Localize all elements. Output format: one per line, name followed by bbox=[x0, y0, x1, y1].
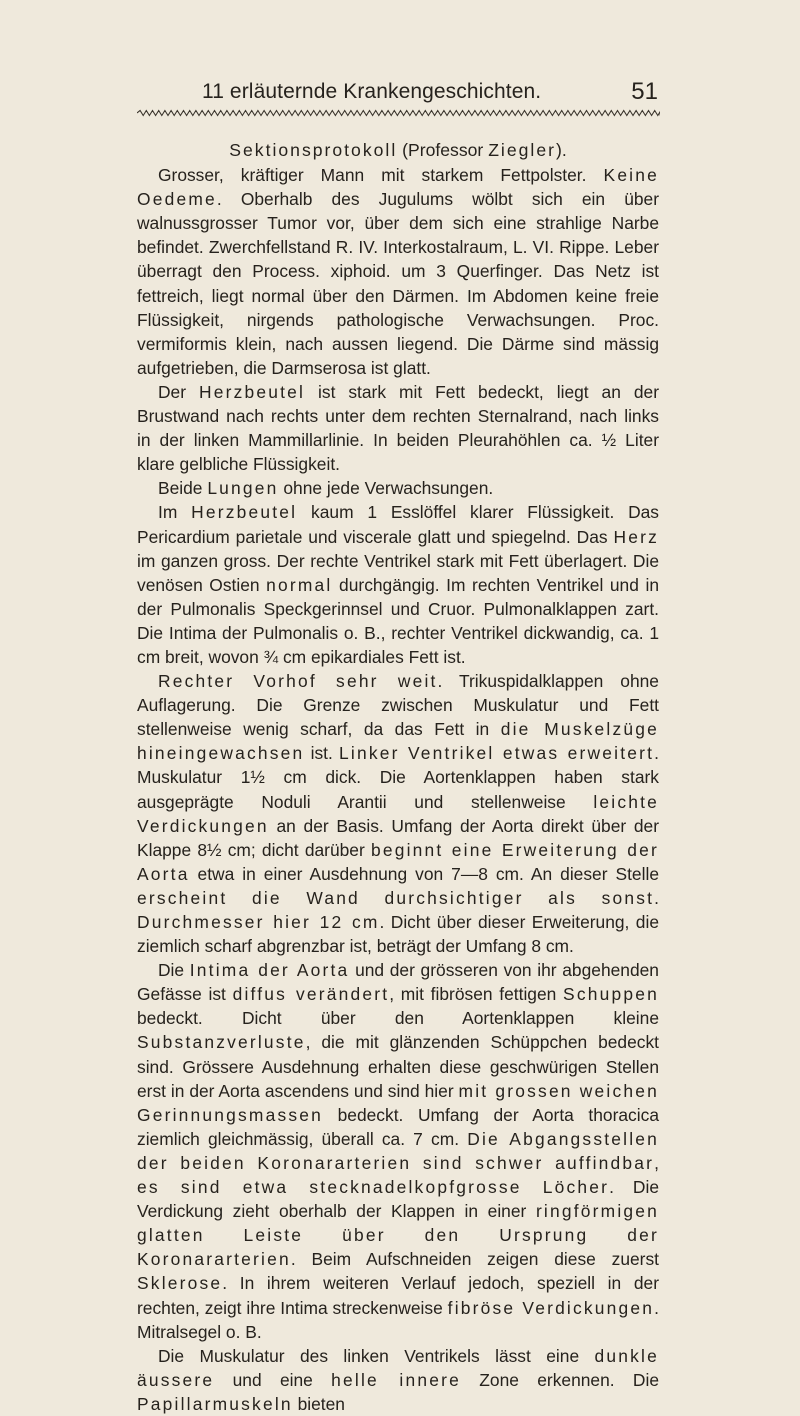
paragraph-p4 bbox=[137, 500, 659, 669]
text-run: . Mitralsegel o. B. bbox=[137, 1297, 659, 1342]
spaced-emphasis: Linker Ventrikel etwas erweitert bbox=[339, 743, 655, 764]
text-run: Beide bbox=[158, 478, 208, 499]
spaced-emphasis: Intima der Aorta bbox=[189, 960, 350, 981]
text-run: . Beim Aufschneiden zeigen diese zuerst bbox=[290, 1249, 659, 1270]
text-run: Der bbox=[158, 381, 199, 402]
text-run: cm epikardiales Fett ist. bbox=[278, 646, 466, 667]
paragraph-container bbox=[137, 163, 659, 1416]
text-run: . Dicht über dieser Erweiterung, die ziemlich scharf abgrenzbar ist, beträgt der Umfang 8 cm. bbox=[137, 912, 659, 957]
page-header bbox=[138, 80, 658, 110]
text-run: bedeckt. Umfang der Aorta thoracica ziemlich gleichmässig, überall ca. 7 cm. bbox=[137, 1104, 659, 1149]
protocol-text bbox=[137, 138, 659, 1416]
text-run: Die Muskulatur des linken Ventrikels lässt eine bbox=[158, 1345, 595, 1366]
spaced-emphasis: Rechter Vorhof sehr weit bbox=[158, 671, 438, 692]
page-number: 51 bbox=[631, 78, 658, 105]
spaced-emphasis: dunkle äussere bbox=[137, 1345, 659, 1390]
spaced-emphasis: Substanzverluste bbox=[137, 1032, 306, 1053]
text-run: Im bbox=[158, 502, 192, 523]
paragraph-p5 bbox=[137, 669, 659, 958]
spaced-emphasis: helle innere bbox=[331, 1369, 461, 1390]
running-title: 11 erläuternde Krankengeschichten. bbox=[202, 80, 542, 103]
spaced-emphasis: leichte Verdickungen bbox=[137, 791, 659, 836]
text-run: und eine bbox=[214, 1369, 332, 1390]
spaced-emphasis: normal bbox=[266, 574, 333, 595]
text-run: durchgängig. Im rechten Ventrikel und in der Pulmonalis Speckgerinnsel und Cruor. Pulmonalklappen zart. Die Intima der Pulmonalis o. B., rechter Ventrikel dickwandig, ca. 1 cm breit, wovon bbox=[137, 574, 659, 667]
spaced-emphasis: Keine Oedeme bbox=[137, 165, 659, 210]
text-run: Zone erkennen. Die bbox=[460, 1369, 659, 1390]
heading-professor: (Professor bbox=[402, 140, 484, 160]
spaced-emphasis: Durchmesser hier 12 cm bbox=[137, 912, 380, 932]
spaced-emphasis: es sind etwa stecknadelkopfgrosse Löcher bbox=[137, 1177, 610, 1198]
text-run: bieten bbox=[292, 1393, 345, 1414]
text-run: . Muskulatur 1½ cm dick. Die Aortenklappen haben stark ausgeprägte Noduli Arantii und stellenweise bbox=[137, 743, 660, 812]
spaced-emphasis: Herzbeutel bbox=[191, 502, 298, 523]
spaced-emphasis: erscheint die Wand durchsichtiger als sonst bbox=[137, 887, 655, 908]
text-run: Liter klare gelbliche Flüssigkeit. bbox=[137, 430, 659, 475]
heading-name: Ziegler bbox=[488, 140, 556, 160]
text-run: . Die Verdickung zieht oberhalb der Klappen in einer bbox=[137, 1177, 660, 1222]
text-run: kaum 1 Esslöffel klarer Flüssigkeit. Das Pericardium parietale und viscerale glatt und spiegelnd. Das bbox=[137, 502, 659, 547]
heading-end: ). bbox=[555, 140, 567, 160]
paragraph-p3 bbox=[137, 476, 659, 500]
paragraph-p1 bbox=[137, 163, 659, 380]
spaced-emphasis: fibröse Verdickungen bbox=[447, 1297, 655, 1318]
text-run: . Oberhalb des Jugulums wölbt sich ein über walnussgrosser Tumor vor, über dem sich eine strahlige Narbe befindet. Zwerchfellstand R. IV. Interkostalraum, L. VI. Rippe. Leber überragt den Process. xiphoid. um 3 Querfinger. Das Netz ist fettreich, liegt normal über den Därmen. Im Abdomen keine freie Flüssigkeit, nirgends pathologische Verwachsungen. Proc. vermiformis klein, nach aussen liegend. Die Därme sind mässig aufgetrieben, die Darmserosa ist glatt. bbox=[137, 189, 659, 378]
spaced-emphasis: diffus verändert bbox=[232, 984, 390, 1005]
text-run: , die mit glänzenden Schüppchen bedeckt sind. Grössere Ausdehnung erhalten diese geschwürigen Stellen erst in der Aorta ascendens und sind hier bbox=[137, 1032, 659, 1101]
spaced-emphasis: ringförmigen glatten Leiste über den Ursprung der Koronararterien bbox=[137, 1201, 659, 1270]
spaced-emphasis: Schuppen bbox=[563, 984, 659, 1005]
text-run: . bbox=[654, 887, 659, 908]
spaced-emphasis: mit grossen weichen Gerinnungsmassen bbox=[137, 1080, 659, 1125]
text-run: Grosser, kräftiger Mann mit starkem Fettpolster. bbox=[158, 165, 604, 186]
section-heading bbox=[137, 138, 659, 162]
text-run: im ganzen gross. Der rechte Ventrikel stark mit Fett überlagert. Die venösen Ostien bbox=[137, 550, 659, 595]
text-run: etwa in einer Ausdehnung von 7—8 cm. An dieser Stelle bbox=[189, 863, 659, 884]
heading-title: Sektionsprotokoll bbox=[229, 140, 398, 160]
text-run: ist. bbox=[304, 743, 340, 764]
text-run: ist stark mit Fett bedeckt, liegt an der Brustwand nach rechts unter dem rechten Sternalrand, nach links in der linken Mammillarlinie. In beiden Pleurahöhlen ca. bbox=[137, 381, 659, 451]
text-run: und der grösseren von ihr abgehenden Gefässe ist bbox=[137, 960, 659, 1005]
spaced-emphasis: Papillarmuskeln bbox=[137, 1393, 293, 1414]
spaced-emphasis: Die Abgangsstellen der beiden Koronararterien sind schwer auffindbar bbox=[137, 1128, 659, 1173]
wavy-rule-ornament bbox=[137, 109, 660, 117]
paragraph-p2 bbox=[137, 380, 659, 476]
text-run: ohne jede Verwachsungen. bbox=[278, 478, 494, 499]
paragraph-p7 bbox=[137, 1344, 659, 1416]
text-run: Die bbox=[158, 960, 190, 981]
text-run: . In ihrem weiteren Verlauf jedoch, speziell in der rechten, zeigt ihre Intima streckenweise bbox=[137, 1273, 659, 1318]
spaced-emphasis: Herz bbox=[613, 526, 659, 547]
fraction: ¾ bbox=[263, 646, 279, 667]
fraction: ½ bbox=[601, 430, 617, 451]
text-run: . Trikuspidalklappen ohne Auflagerung. Die Grenze zwischen Muskulatur und Fett stellenweise wenig scharf, da das Fett in bbox=[137, 671, 659, 740]
spaced-emphasis: die Muskelzüge hineingewachsen bbox=[137, 719, 659, 764]
spaced-emphasis: Lungen bbox=[207, 478, 279, 499]
text-run: , mit fibrösen fettigen bbox=[389, 984, 564, 1005]
text-run: bedeckt. Dicht über den Aortenklappen kleine bbox=[137, 1008, 659, 1029]
spaced-emphasis: Sklerose bbox=[137, 1273, 223, 1294]
paragraph-p6 bbox=[137, 958, 659, 1344]
spaced-emphasis: beginnt eine Erweiterung der Aorta bbox=[137, 839, 659, 884]
text-run: an der Basis. Umfang der Aorta direkt über der Klappe 8½ cm; dicht darüber bbox=[137, 815, 659, 860]
spaced-emphasis: Herzbeutel bbox=[198, 381, 306, 402]
text-run: , bbox=[654, 1152, 659, 1173]
